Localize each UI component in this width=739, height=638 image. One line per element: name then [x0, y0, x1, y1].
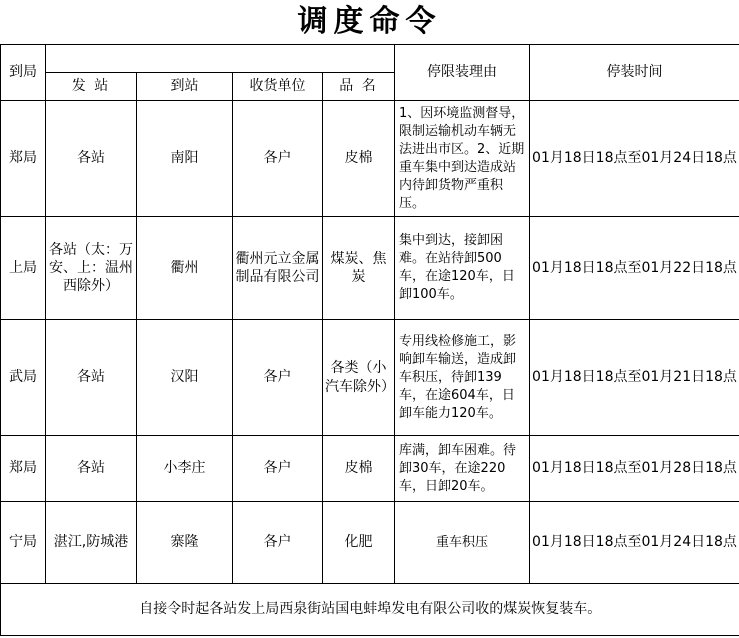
cell-consignee: 各户: [233, 101, 323, 217]
cell-from-station: 各站: [46, 101, 137, 217]
cell-to-station: 南阳: [137, 101, 233, 217]
header-from-station: 发 站: [46, 73, 137, 101]
cell-bureau: 郑局: [1, 436, 46, 502]
cell-time: 01月18日18点至01月22日18点: [530, 217, 739, 320]
cell-reason: 集中到达，接卸困难。在站待卸500车，在途120车，日卸100车。: [395, 217, 530, 320]
cell-to-station: 衢州: [137, 217, 233, 320]
cell-from-station: 各站: [46, 320, 137, 436]
table-row: [1, 502, 739, 584]
cell-time: 01月18日18点至01月21日18点: [530, 320, 739, 436]
cell-product: 化肥: [323, 502, 395, 584]
cell-reason: 库满，卸车困难。待卸30车，在途220车，日卸20车。: [395, 436, 530, 502]
cell-bureau: 上局: [1, 217, 46, 320]
cell-consignee: 各户: [233, 502, 323, 584]
header-bureau: 到局: [1, 45, 46, 101]
cell-product: 煤炭、焦炭: [323, 217, 395, 320]
cell-time: 01月18日18点至01月24日18点: [530, 101, 739, 217]
cell-consignee: 衢州元立金属制品有限公司: [233, 217, 323, 320]
cell-bureau: 宁局: [1, 502, 46, 584]
page-title: 调度命令: [297, 4, 442, 39]
cell-to-station: 小李庄: [137, 436, 233, 502]
cell-from-station: 湛江,防城港: [46, 502, 137, 584]
cell-consignee: 各户: [233, 320, 323, 436]
footer-row: [1, 584, 739, 636]
cell-from-station: 各站（太：万安、上：温州西除外）: [46, 217, 137, 320]
cell-to-station: 寨隆: [137, 502, 233, 584]
footer-note: 自接令时起各站发上局西泉街站国电蚌埠发电有限公司收的煤炭恢复装车。: [1, 584, 739, 636]
cell-product: 各类（小汽车除外）: [323, 320, 395, 436]
dispatch-order-table: [0, 44, 739, 636]
header-reason: 停限装理由: [395, 45, 530, 101]
cell-product: 皮棉: [323, 101, 395, 217]
cell-to-station: 汉阳: [137, 320, 233, 436]
cell-bureau: 郑局: [1, 101, 46, 217]
header-product: 品 名: [323, 73, 395, 101]
cell-time: 01月18日18点至01月28日18点: [530, 436, 739, 502]
table-row: [1, 217, 739, 320]
header-consignee: 收货单位: [233, 73, 323, 101]
header-to-station: 到站: [137, 73, 233, 101]
table-row: [1, 101, 739, 217]
header-time: 停装时间: [530, 45, 739, 101]
cell-bureau: 武局: [1, 320, 46, 436]
cell-reason: 1、因环境监测督导，限制运输机动车辆无法进出市区。2、近期重车集中到达造成站内待卸货物严重积压。: [395, 101, 530, 217]
cell-reason: 重车积压: [395, 502, 530, 584]
table-row: [1, 320, 739, 436]
cell-product: 皮棉: [323, 436, 395, 502]
cell-reason: 专用线检修施工，影响卸车输送，造成卸车积压，待卸139车，在途604车，日卸车能力120车。: [395, 320, 530, 436]
cell-time: 01月18日18点至01月24日18点: [530, 502, 739, 584]
header-blank: [46, 45, 395, 73]
table-row: [1, 436, 739, 502]
header-row-top: [1, 45, 739, 73]
cell-from-station: 各站: [46, 436, 137, 502]
cell-consignee: 各户: [233, 436, 323, 502]
